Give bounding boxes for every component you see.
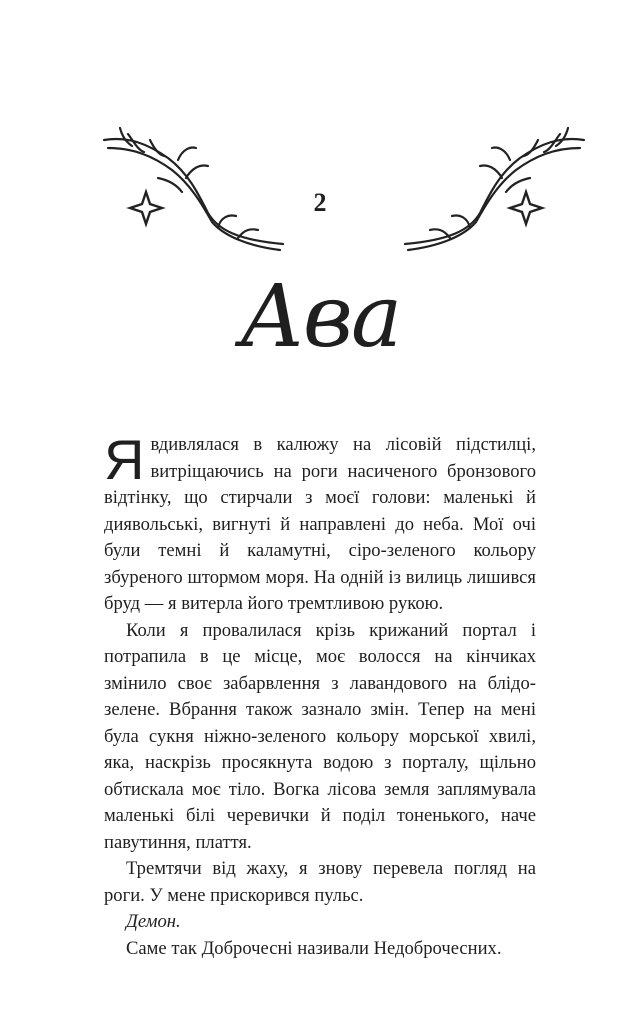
paragraph-2: Коли я провалилася крізь крижаний портал і потрапила в це місце, моє волосся на кінчиках змінило своє забарвлення з лавандового на блідо-зелене. Вбрання також зазнало змін. Тепер на мені була сукня ніжно-зеленого кольору морської хвилі, яка, наскрізь просякнута водою з порталу, щільно обтискала моє тіло. Вогка лісова земля заплямувала маленькі білі черевички й поділ тоненького, наче павутиння, плаття.	[104, 619, 536, 853]
chapter-text	[104, 428, 536, 962]
paragraph-1-text: вдивлялася в калюжу на лісовій підстилці, витріщаючись на роги насиченого бронзового відтінку, що стирчали з моєї голови: маленькі й диявольські, вигнуті й направлені до неба. Мої очі були темні й каламутні, сіро-зеленого кольору збуреного штормом моря. На одній із вилиць лишився бруд — я витерла його тремтливою рукою.	[104, 434, 536, 614]
paragraph-4: Демон.	[126, 911, 181, 932]
drop-cap: Я	[104, 428, 145, 491]
chapter-title: Ава	[239, 267, 401, 367]
paragraph-5: Саме так Доброчесні називали Недоброчесних.	[126, 937, 502, 959]
paragraph-1	[104, 428, 536, 618]
chapter-number: 2	[313, 188, 327, 217]
paragraph-3: Тремтячи від жаху, я знову перевела погляд на роги. У мене прискорився пульс.	[104, 858, 536, 906]
